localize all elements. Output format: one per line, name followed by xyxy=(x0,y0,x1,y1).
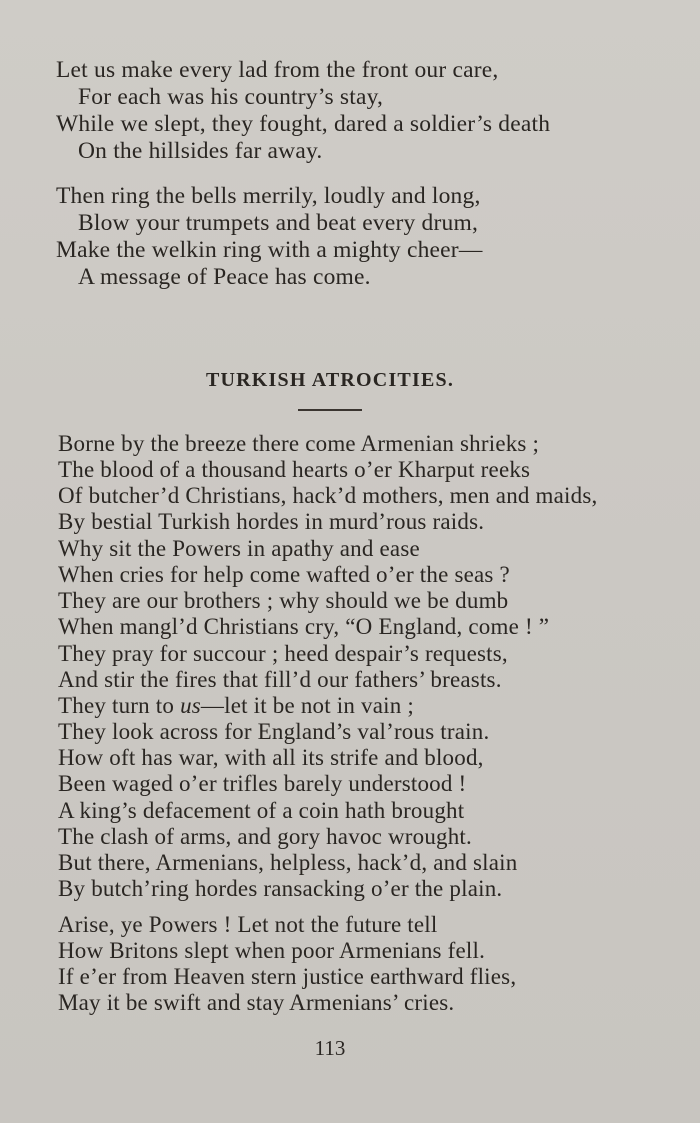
poem-line: When mangl’d Christians cry, “O England, come ! ” xyxy=(58,614,550,639)
italic-emphasis: us xyxy=(180,693,201,718)
poem-line: May it be swift and stay Armenians’ cries. xyxy=(58,990,455,1015)
poem-line: Then ring the bells merrily, loudly and long, xyxy=(56,183,481,209)
poem-line: If e’er from Heaven stern justice earthward flies, xyxy=(58,964,517,989)
poem-line: When cries for help come wafted o’er the seas ? xyxy=(58,562,510,587)
poem-line: The clash of arms, and gory havoc wrought. xyxy=(58,824,472,849)
poem-line: The blood of a thousand hearts o’er Kharput reeks xyxy=(58,457,531,482)
poem-text: They turn to xyxy=(58,693,181,718)
poem-line: Blow your trumpets and beat every drum, xyxy=(78,210,479,236)
poem-line: By butch’ring hordes ransacking o’er the plain. xyxy=(58,876,503,901)
poem-line: Been waged o’er trifles barely understood ! xyxy=(58,771,467,796)
poem-line: They look across for England’s val’rous train. xyxy=(58,719,490,744)
poem-text: —let it be not in vain ; xyxy=(200,693,414,718)
poem-line: Arise, ye Powers ! Let not the future tell xyxy=(58,912,438,937)
poem-line: And stir the fires that fill’d our fathers’ breasts. xyxy=(58,667,502,692)
poem-line: For each was his country’s stay, xyxy=(78,84,384,110)
poem-line: How oft has war, with all its strife and blood, xyxy=(58,745,484,770)
poem-line: Make the welkin ring with a mighty cheer— xyxy=(56,237,483,263)
poem-line: They are our brothers ; why should we be dumb xyxy=(58,588,509,613)
poem-line: A king’s defacement of a coin hath brought xyxy=(58,798,465,823)
page-number: 113 xyxy=(314,1036,346,1060)
title-divider xyxy=(298,409,362,411)
poem-line: By bestial Turkish hordes in murd’rous raids. xyxy=(58,509,485,534)
poem-line: They pray for succour ; heed despair’s requests, xyxy=(58,641,508,666)
poem-line: Borne by the breeze there come Armenian shrieks ; xyxy=(58,431,540,456)
poem-line: A message of Peace has come. xyxy=(78,264,371,290)
poem-line: Why sit the Powers in apathy and ease xyxy=(58,536,420,561)
poem-line: Of butcher’d Christians, hack’d mothers, men and maids, xyxy=(58,483,598,508)
poem-line: But there, Armenians, helpless, hack’d, and slain xyxy=(58,850,518,875)
poem-line: On the hillsides far away. xyxy=(78,138,323,164)
section-title: TURKISH ATROCITIES. xyxy=(205,369,455,391)
poem-line: While we slept, they fought, dared a soldier’s death xyxy=(56,111,551,137)
poem-line: Let us make every lad from the front our care, xyxy=(56,57,499,83)
poem-line xyxy=(58,692,414,720)
poem-line: How Britons slept when poor Armenians fell. xyxy=(58,938,486,963)
